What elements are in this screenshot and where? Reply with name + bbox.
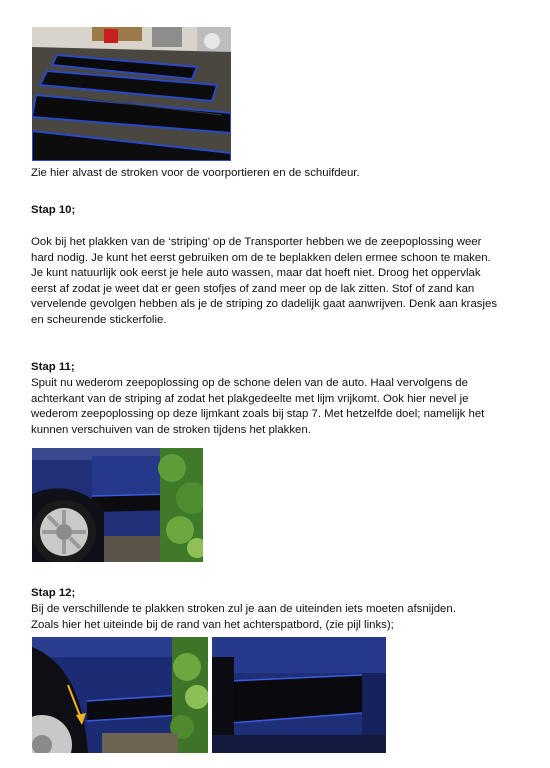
text-line: eerst af zodat je weet dat er geen stofjes of zand meer op de lak zitten. Stof of zand kan xyxy=(31,282,475,295)
text-line: en scheurende stickerfolie. xyxy=(31,313,167,326)
photo-stripe-closeup xyxy=(212,637,386,753)
step-12-text xyxy=(31,602,521,633)
text-line: wederom zeepoplossing op deze lijmkant zoals bij stap 7. Met hetzelfde doel; namelijk het xyxy=(31,408,485,421)
step-10-text xyxy=(31,235,521,329)
caption-stickers: Zie hier alvast de stroken voor de voorportieren en de schuifdeur. xyxy=(31,167,360,179)
text-line: vervelende gevolgen hebben als je de striping zo dadelijk gaat aanwrijven. Denk aan krasjes xyxy=(31,298,498,311)
step-10-heading: Stap 10; xyxy=(31,204,76,216)
text-line: Zoals hier het uiteinde bij de rand van het achterspatbord, (zie pijl links); xyxy=(31,618,394,631)
step-11-heading: Stap 11; xyxy=(31,361,75,373)
text-line: hard nodig. Je kunt het eerst gebruiken om de te beplakken delen ermee schoon te maken. xyxy=(31,251,491,264)
text-line: Ook bij het plakken van de ‘striping’ op de Transporter hebben we de zeepoplossing weer xyxy=(31,236,482,248)
text-line: Je kunt natuurlijk ook eerst je hele auto wassen, maar dat hoeft niet. Droog het oppervlak xyxy=(31,267,481,280)
photo-stickers-on-counter xyxy=(32,27,231,161)
text-line: Spuit nu wederom zeepoplossing op de schone delen van de auto. Haal vervolgens de xyxy=(31,377,468,389)
text-line: Bij de verschillende te plakken stroken zul je aan de uiteinden iets moeten afsnijden. xyxy=(31,603,456,615)
step-12-heading: Stap 12; xyxy=(31,587,76,599)
photo-van-side-wheel xyxy=(32,448,203,562)
photo-wheel-arch-arrow xyxy=(32,637,208,753)
text-line: achterkant van de striping af zodat het plakgedeelte met lijm vrijkomt. Ook hier nevel je xyxy=(31,392,469,405)
text-line: kunnen verschuiven van de stroken tijdens het plakken. xyxy=(31,423,311,436)
step-11-text xyxy=(31,376,521,438)
